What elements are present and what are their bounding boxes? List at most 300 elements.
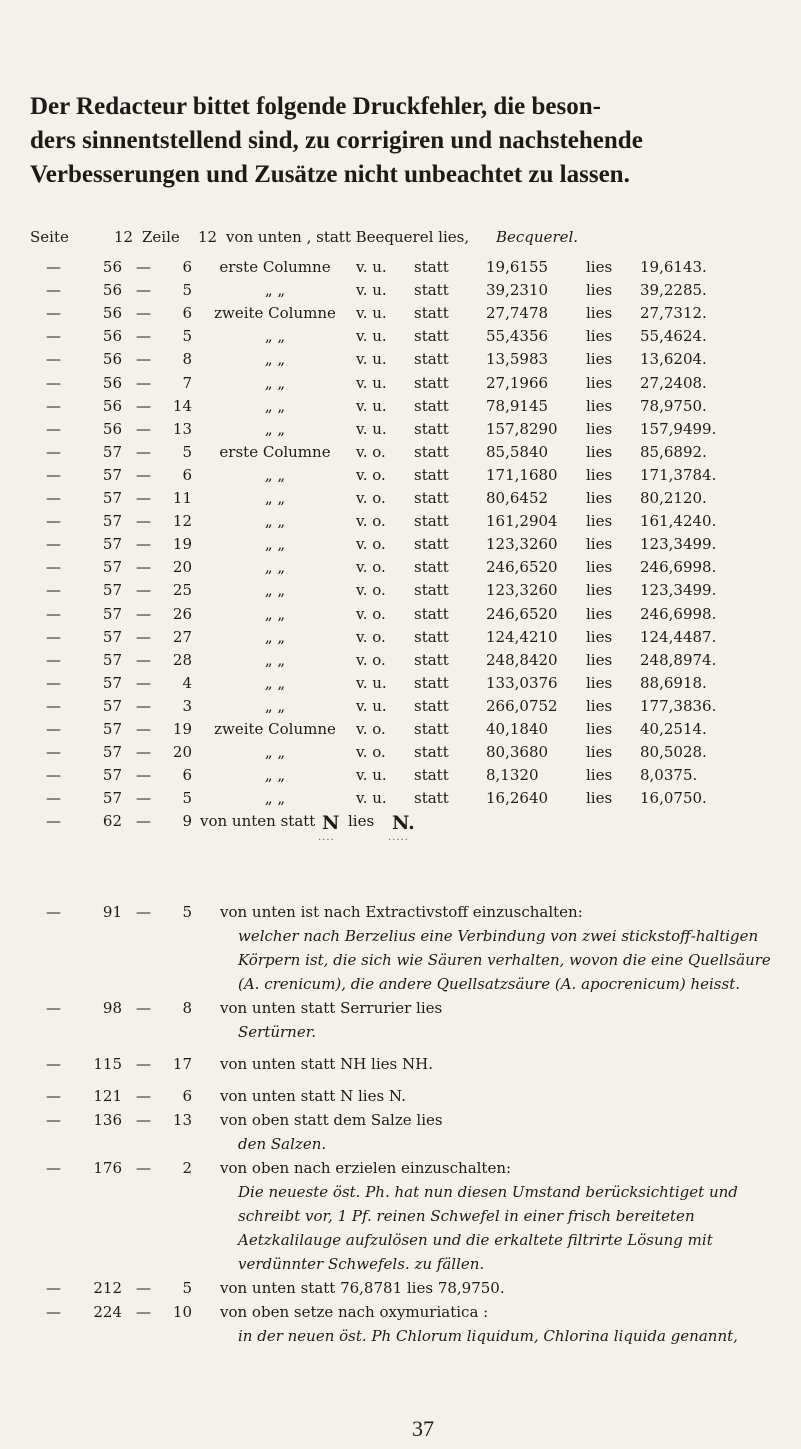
- errata-row: [0, 466, 801, 492]
- entry-line: 10: [172, 1303, 192, 1321]
- entry-dash: —: [46, 999, 61, 1017]
- entry-line: 17: [172, 1055, 192, 1073]
- entry-text: von oben setze nach oxymuriatica :: [220, 1303, 489, 1321]
- row-dash: —: [46, 304, 61, 323]
- row-dash: —: [136, 720, 151, 738]
- entry-meta: [0, 996, 200, 1020]
- row-lies: lies: [586, 535, 613, 554]
- row-correct-value: 246,6998.: [640, 604, 717, 623]
- row-dash: —: [46, 350, 61, 369]
- row-line: 7: [182, 373, 192, 392]
- row-page: 56: [102, 281, 122, 300]
- entry-body: [220, 900, 780, 996]
- row-dash: —: [46, 789, 61, 808]
- row-line: 4: [182, 673, 192, 692]
- row-dash: —: [136, 766, 151, 785]
- row-wrong-value: 246,6520: [486, 604, 558, 623]
- page-title: [30, 90, 790, 192]
- row-direction: v. u.: [356, 327, 387, 346]
- errata-entry: [0, 1084, 801, 1108]
- row-correct-value: 27,7312.: [640, 304, 707, 323]
- row-column: „ „: [264, 627, 286, 646]
- row-page: 56: [102, 304, 122, 323]
- entry-page: 91: [102, 903, 122, 921]
- errata-row: [0, 258, 801, 284]
- row-page: 57: [102, 535, 122, 554]
- errata-row: [0, 512, 801, 538]
- row-direction: v. u.: [356, 696, 387, 715]
- entry-italic-text: in der neuen öst. Ph Chlorum liquidum, Chlorina liquida genannt,: [238, 1327, 738, 1345]
- row-lies: lies: [586, 696, 613, 715]
- row-page: 56: [102, 350, 122, 369]
- row-lies: lies: [586, 743, 613, 762]
- entry-body: [220, 1156, 780, 1276]
- row-column: erste Columne: [219, 442, 331, 461]
- row-direction: v. o.: [356, 720, 386, 738]
- row-lies: lies: [586, 281, 613, 300]
- row-line: 19: [172, 535, 192, 554]
- entry-meta: [0, 1084, 200, 1108]
- errata-row: [0, 327, 801, 353]
- row-dash: —: [46, 743, 61, 762]
- entry-dash: —: [46, 1159, 61, 1177]
- entry-dash: —: [136, 1159, 151, 1177]
- row-correct-value: 171,3784.: [640, 465, 717, 484]
- entry-dash: —: [136, 1087, 151, 1105]
- entry-dash: —: [46, 1055, 61, 1073]
- row-direction: v. o.: [356, 535, 386, 554]
- row-column: erste Columne: [219, 258, 331, 276]
- row-right: N.: [392, 812, 415, 834]
- row-line: 5: [182, 442, 192, 461]
- row-line: 14: [172, 396, 192, 415]
- row-lies: lies: [586, 673, 613, 692]
- row-line: 20: [172, 743, 192, 762]
- row-dash: —: [136, 535, 151, 554]
- row-dash: —: [136, 419, 151, 438]
- errata-row: [0, 281, 801, 307]
- row-dash: —: [46, 696, 61, 715]
- row-dash: —: [46, 673, 61, 692]
- entry-meta: [0, 1276, 200, 1300]
- row-column: „ „: [264, 766, 286, 785]
- row-page: 57: [102, 558, 122, 577]
- row-column: zweite Columne: [214, 720, 336, 738]
- row-page: 56: [102, 419, 122, 438]
- errata-row-62: [0, 812, 801, 843]
- entry-line: 6: [182, 1087, 192, 1105]
- entry-meta: [0, 1300, 200, 1324]
- row-wrong-value: 246,6520: [486, 558, 558, 577]
- row-correct-value: 19,6143.: [640, 258, 707, 276]
- row-column: „ „: [264, 743, 286, 762]
- row-dash: —: [46, 720, 61, 738]
- errata-row: [0, 558, 801, 584]
- row-page: 62: [102, 812, 122, 830]
- row-lies: lies: [586, 512, 613, 531]
- header-line: 12: [198, 228, 218, 246]
- row-dash: —: [46, 258, 61, 276]
- row-dash: —: [136, 465, 151, 484]
- row-page: 57: [102, 489, 122, 507]
- row-dash: —: [46, 627, 61, 646]
- page-number: 37: [412, 1416, 434, 1441]
- row-correct-value: 78,9750.: [640, 396, 707, 415]
- entry-line: 13: [172, 1111, 192, 1129]
- header-page: 12: [114, 228, 134, 246]
- errata-row: [0, 397, 801, 423]
- row-statt: statt: [414, 766, 449, 785]
- row-line: 3: [182, 696, 192, 715]
- row-direction: v. u.: [356, 350, 387, 369]
- errata-row: [0, 420, 801, 446]
- row-wrong-value: 19,6155: [486, 258, 549, 276]
- entry-dash: —: [136, 1055, 151, 1073]
- entry-italic-text: welcher nach Berzelius eine Verbindung von zwei stickstoff-haltigen Körpern ist, die sich wie Säuren verhalten, wovon die eine Quellsäure (A. crenicum), die andere Quellsatzsäure (A. apocrenicum) heisst.: [238, 927, 771, 993]
- row-column: zweite Columne: [214, 304, 336, 323]
- row-direction: v. o.: [356, 489, 386, 507]
- row-line: 25: [172, 581, 192, 600]
- entry-page: 224: [93, 1303, 122, 1321]
- entry-page: 98: [102, 999, 122, 1017]
- row-direction: v. o.: [356, 465, 386, 484]
- entry-body: [220, 1052, 780, 1076]
- row-correct-value: 40,2514.: [640, 720, 707, 738]
- row-wrong-value: 124,4210: [486, 627, 558, 646]
- row-correct-value: 88,6918.: [640, 673, 707, 692]
- row-wrong-value: 40,1840: [486, 720, 549, 738]
- row-correct-value: 39,2285.: [640, 281, 707, 300]
- row-correct-value: 177,3836.: [640, 696, 717, 715]
- row-lies: lies: [586, 581, 613, 600]
- entry-dash: —: [136, 903, 151, 921]
- row-lies: lies: [586, 258, 613, 276]
- errata-row: [0, 581, 801, 607]
- row-correct-value: 124,4487.: [640, 627, 717, 646]
- row-correct-value: 16,0750.: [640, 789, 707, 808]
- entry-dash: —: [46, 1111, 61, 1129]
- row-direction: v. o.: [356, 581, 386, 600]
- row-lies: lies: [586, 304, 613, 323]
- entry-page: 212: [93, 1279, 122, 1297]
- row-statt: statt: [414, 558, 449, 577]
- header-correction: Becquerel.: [496, 228, 579, 246]
- errata-row: [0, 628, 801, 654]
- row-statt: statt: [414, 373, 449, 392]
- entry-body: [220, 1084, 780, 1108]
- row-dash: —: [136, 789, 151, 808]
- row-statt: statt: [414, 350, 449, 369]
- row-wrong-value: 13,5983: [486, 350, 549, 369]
- row-wrong-value: 157,8290: [486, 419, 558, 438]
- row-correct-value: 248,8974.: [640, 650, 717, 669]
- entry-page: 121: [93, 1087, 122, 1105]
- row-wrong-value: 248,8420: [486, 650, 558, 669]
- row-correct-value: 123,3499.: [640, 581, 717, 600]
- row-page: 56: [102, 396, 122, 415]
- row-page: 57: [102, 465, 122, 484]
- row-lies: lies: [586, 650, 613, 669]
- row-dash: —: [46, 535, 61, 554]
- entry-body: [220, 1108, 780, 1156]
- row-correct-value: 161,4240.: [640, 512, 717, 531]
- row-direction: v. o.: [356, 627, 386, 646]
- row-direction: v. u.: [356, 304, 387, 323]
- entry-dash: —: [46, 903, 61, 921]
- errata-row: [0, 743, 801, 769]
- row-direction: v. u.: [356, 789, 387, 808]
- row-line: 9: [182, 812, 192, 830]
- entry-dash: —: [136, 999, 151, 1017]
- row-page: 57: [102, 720, 122, 738]
- row-dash: —: [136, 696, 151, 715]
- entry-line: 5: [182, 1279, 192, 1297]
- errata-row: [0, 443, 801, 469]
- row-column: „ „: [264, 673, 286, 692]
- row-statt: statt: [414, 581, 449, 600]
- errata-entries: [0, 900, 801, 1348]
- row-lies: lies: [586, 558, 613, 577]
- entry-line: 8: [182, 999, 192, 1017]
- row-wrong-value: 27,1966: [486, 373, 549, 392]
- row-statt: statt: [414, 650, 449, 669]
- row-lies: lies: [586, 373, 613, 392]
- errata-row: [0, 674, 801, 700]
- row-statt: statt: [414, 396, 449, 415]
- row-column: „ „: [264, 650, 286, 669]
- row-direction: v. u.: [356, 419, 387, 438]
- row-page: 57: [102, 512, 122, 531]
- row-column: „ „: [264, 419, 286, 438]
- row-line: 5: [182, 327, 192, 346]
- row-wrong-value: 123,3260: [486, 535, 558, 554]
- entry-text: von unten statt Serrurier lies: [220, 999, 443, 1017]
- row-correct-value: 85,6892.: [640, 442, 707, 461]
- errata-entry: [0, 1300, 801, 1348]
- row-column: „ „: [264, 581, 286, 600]
- row-line: 6: [182, 766, 192, 785]
- row-dash: —: [46, 281, 61, 300]
- row-line: 28: [172, 650, 192, 669]
- row-lies: lies: [586, 396, 613, 415]
- errata-entry: [0, 1156, 801, 1276]
- row-dash: —: [46, 465, 61, 484]
- row-wrong-value: 78,9145: [486, 396, 549, 415]
- row-page: 56: [102, 258, 122, 276]
- row-direction: v. o.: [356, 650, 386, 669]
- row-statt: statt: [414, 627, 449, 646]
- row-dash: —: [136, 512, 151, 531]
- row-direction: v. u.: [356, 396, 387, 415]
- row-dash: —: [136, 350, 151, 369]
- row-wrong-value: 80,6452: [486, 489, 549, 507]
- row-direction: v. u.: [356, 258, 387, 276]
- entry-text: von unten statt NH lies NH.: [220, 1055, 433, 1073]
- row-column: „ „: [264, 373, 286, 392]
- row-wrong-value: 123,3260: [486, 581, 558, 600]
- row-lies: lies: [586, 327, 613, 346]
- row-wrong-value: 8,1320: [486, 766, 539, 785]
- row-line: 6: [182, 465, 192, 484]
- row-wrong: N: [322, 812, 340, 834]
- entry-italic-text: den Salzen.: [238, 1135, 327, 1153]
- row-line: 11: [172, 489, 192, 507]
- row-column: „ „: [264, 396, 286, 415]
- row-wrong-value: 161,2904: [486, 512, 558, 531]
- row-correct-value: 246,6998.: [640, 558, 717, 577]
- row-direction: v. o.: [356, 512, 386, 531]
- row-statt: statt: [414, 304, 449, 323]
- row-line: 5: [182, 281, 192, 300]
- entry-body: [220, 1276, 780, 1300]
- row-wrong-value: 133,0376: [486, 673, 558, 692]
- row-statt: statt: [414, 789, 449, 808]
- row-dash: —: [136, 673, 151, 692]
- row-page: 57: [102, 442, 122, 461]
- row-wrong-value: 55,4356: [486, 327, 549, 346]
- row-dash: —: [46, 373, 61, 392]
- row-dash: —: [46, 489, 61, 507]
- row-direction: v. o.: [356, 604, 386, 623]
- row-page: 57: [102, 673, 122, 692]
- row-statt: statt: [414, 419, 449, 438]
- errata-row: [0, 697, 801, 723]
- row-dash: —: [46, 419, 61, 438]
- row-dash: —: [46, 812, 61, 830]
- row-page: 57: [102, 743, 122, 762]
- entry-line: 5: [182, 903, 192, 921]
- entry-text: von oben statt dem Salze lies: [220, 1111, 443, 1129]
- entry-text: von unten statt 76,8781 lies 78,9750.: [220, 1279, 505, 1297]
- dots-right: .....: [388, 832, 409, 843]
- row-line: 8: [182, 350, 192, 369]
- entry-meta: [0, 900, 200, 924]
- errata-row: [0, 651, 801, 677]
- row-statt: statt: [414, 512, 449, 531]
- entry-text: von oben nach erzielen einzuschalten:: [220, 1159, 512, 1177]
- entry-page: 115: [93, 1055, 122, 1073]
- row-lies: lies: [586, 489, 613, 507]
- row-lies: lies: [586, 350, 613, 369]
- row-statt: statt: [414, 327, 449, 346]
- row-column: „ „: [264, 489, 286, 507]
- row-dash: —: [46, 396, 61, 415]
- row-correct-value: 123,3499.: [640, 535, 717, 554]
- row-line: 6: [182, 304, 192, 323]
- row-direction: v. u.: [356, 766, 387, 785]
- errata-row: [0, 605, 801, 631]
- row-dash: —: [136, 396, 151, 415]
- entry-body: [220, 996, 780, 1044]
- row-direction: v. u.: [356, 373, 387, 392]
- row-column: „ „: [264, 696, 286, 715]
- row-dash: —: [46, 604, 61, 623]
- row-correct-value: 157,9499.: [640, 419, 717, 438]
- entry-dash: —: [136, 1279, 151, 1297]
- row-line: 26: [172, 604, 192, 623]
- row-page: 57: [102, 581, 122, 600]
- entry-dash: —: [46, 1279, 61, 1297]
- row-correct-value: 27,2408.: [640, 373, 707, 392]
- row-column: „ „: [264, 558, 286, 577]
- row-dash: —: [46, 442, 61, 461]
- row-lies: lies: [586, 720, 613, 738]
- entry-body: [220, 1300, 780, 1348]
- row-line: 13: [172, 419, 192, 438]
- row-lies: lies: [586, 465, 613, 484]
- row-column: „ „: [264, 327, 286, 346]
- row-direction: v. o.: [356, 743, 386, 762]
- entry-dash: —: [46, 1303, 61, 1321]
- row-wrong-value: 171,1680: [486, 465, 558, 484]
- row-statt: statt: [414, 535, 449, 554]
- row-lies: lies: [586, 789, 613, 808]
- errata-entry: [0, 900, 801, 996]
- row-page: 57: [102, 766, 122, 785]
- errata-row: [0, 304, 801, 330]
- row-direction: v. o.: [356, 558, 386, 577]
- row-column: „ „: [264, 512, 286, 531]
- row-statt: statt: [414, 673, 449, 692]
- errata-row: [0, 350, 801, 376]
- row-correct-value: 80,5028.: [640, 743, 707, 762]
- errata-entry: [0, 1052, 801, 1076]
- row-dash: —: [46, 766, 61, 785]
- entry-meta: [0, 1052, 200, 1076]
- row-lies: lies: [586, 766, 613, 785]
- entry-line: 2: [182, 1159, 192, 1177]
- row-dash: —: [136, 327, 151, 346]
- row-lies: lies: [586, 419, 613, 438]
- errata-row: [0, 489, 801, 515]
- header-seite: Seite: [30, 228, 69, 246]
- row-statt: statt: [414, 489, 449, 507]
- row-correct-value: 13,6204.: [640, 350, 707, 369]
- row-lies: lies: [586, 627, 613, 646]
- row-text: von unten statt: [200, 812, 316, 830]
- entry-meta: [0, 1156, 200, 1180]
- row-direction: v. u.: [356, 281, 387, 300]
- row-dash: —: [46, 512, 61, 531]
- entry-page: 136: [93, 1111, 122, 1129]
- title-line: Verbesserungen und Zusätze nicht unbeachtet zu lassen.: [30, 161, 630, 188]
- row-page: 57: [102, 650, 122, 669]
- row-statt: statt: [414, 604, 449, 623]
- row-line: 20: [172, 558, 192, 577]
- row-statt: statt: [414, 442, 449, 461]
- row-column: „ „: [264, 465, 286, 484]
- row-page: 57: [102, 604, 122, 623]
- errata-entry: [0, 1108, 801, 1156]
- row-dash: —: [136, 812, 151, 830]
- row-statt: statt: [414, 465, 449, 484]
- row-dash: —: [136, 604, 151, 623]
- row-correct-value: 80,2120.: [640, 489, 707, 507]
- row-wrong-value: 39,2310: [486, 281, 549, 300]
- row-page: 56: [102, 327, 122, 346]
- errata-entry: [0, 996, 801, 1044]
- row-page: 57: [102, 789, 122, 808]
- row-dash: —: [136, 558, 151, 577]
- row-lies: lies: [586, 442, 613, 461]
- entry-dash: —: [136, 1303, 151, 1321]
- row-dash: —: [136, 258, 151, 276]
- entry-dash: —: [136, 1111, 151, 1129]
- entry-italic-text: Die neueste öst. Ph. hat nun diesen Umstand berücksichtiget und schreibt vor, 1 Pf. reinen Schwefel in einer frisch bereiteten Aetzkalilauge aufzulösen und die erkaltete filtrirte Lösung mit verdünnter Schwefels. zu fällen.: [238, 1183, 738, 1273]
- row-line: 19: [172, 720, 192, 738]
- title-line: ders sinnentstellend sind, zu corrigiren und nachstehende: [30, 127, 643, 154]
- row-line: 27: [172, 627, 192, 646]
